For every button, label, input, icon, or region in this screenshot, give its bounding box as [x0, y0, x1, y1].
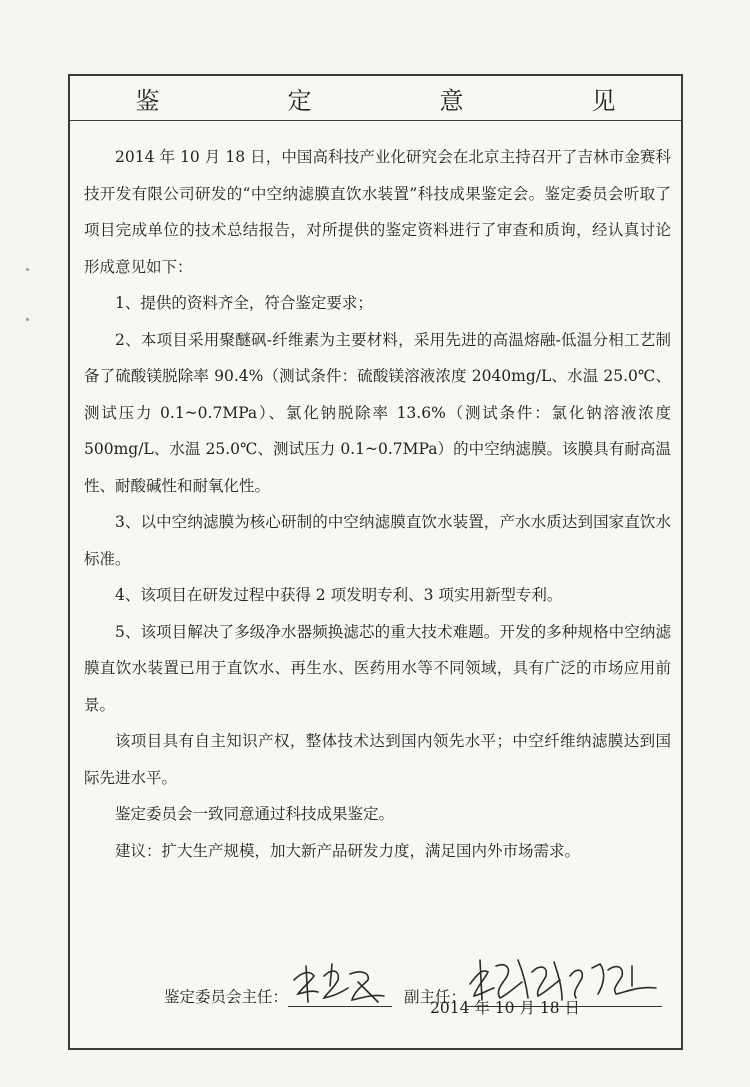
paragraph-item-3: 3、以中空纳滤膜为核心研制的中空纳滤膜直饮水装置，产水水质达到国家直饮水标准。 — [84, 513, 671, 568]
scan-speck — [26, 268, 29, 271]
chair-signature — [288, 962, 392, 1007]
chair-label: 鉴定委员会主任： — [164, 988, 289, 1006]
paragraph-item-4: 4、该项目在研发过程中获得 2 项发明专利、3 项实用新型专利。 — [115, 586, 563, 604]
paragraph-item-2: 2、本项目采用聚醚砜-纤维素为主要材料，采用先进的高温熔融-低温分相工艺制备了硫酸镁脱除率 90.4%（测试条件：硫酸镁溶液浓度 2040mg/L、水温 25.0℃、测试压力 0.1~0.7MPa）、氯化钠脱除率 13.6%（测试条件：氯化钠溶液浓度 500mg/L、水温 25.0℃、测试压力 0.1~0.7MPa）的中空纳滤膜。该膜具有耐高温性、耐酸碱性和耐氧化性。 — [84, 330, 671, 495]
paragraph-conclusion: 该项目具有自主知识产权，整体技术达到国内领先水平；中空纤维纳滤膜达到国际先进水平。 — [84, 732, 671, 787]
document-body — [70, 121, 681, 869]
appraisal-document-frame — [68, 74, 683, 1050]
paragraph-item-1: 1、提供的资料齐全，符合鉴定要求； — [115, 294, 373, 312]
paragraph-item-5: 5、该项目解决了多级净水器频换滤芯的重大技术难题。开发的多种规格中空纳滤膜直饮水装置已用于直饮水、再生水、医药用水等不同领域，具有广泛的市场应用前景。 — [84, 622, 671, 714]
signing-date: 2014 年 10 月 18 日 — [430, 999, 581, 1017]
vice-chair-label: 副主任： — [404, 988, 467, 1006]
title-row — [70, 76, 681, 121]
signature-line — [164, 954, 662, 1007]
document-title: 鉴 定 意 见 — [135, 86, 668, 115]
paragraph-approval: 鉴定委员会一致同意通过科技成果鉴定。 — [115, 805, 395, 823]
paragraph-intro: 2014 年 10 月 18 日，中国高科技产业化研究会在北京主持召开了吉林市金赛科技开发有限公司研发的“中空纳滤膜直饮水装置”科技成果鉴定会。鉴定委员会听取了项目完成单位的技术总结报告，对所提供的鉴定资料进行了审查和质询，经认真讨论形成意见如下： — [84, 148, 671, 276]
paragraph-suggestion: 建议：扩大生产规模，加大新产品研发力度，满足国内外市场需求。 — [115, 841, 581, 860]
scan-speck — [26, 318, 29, 321]
